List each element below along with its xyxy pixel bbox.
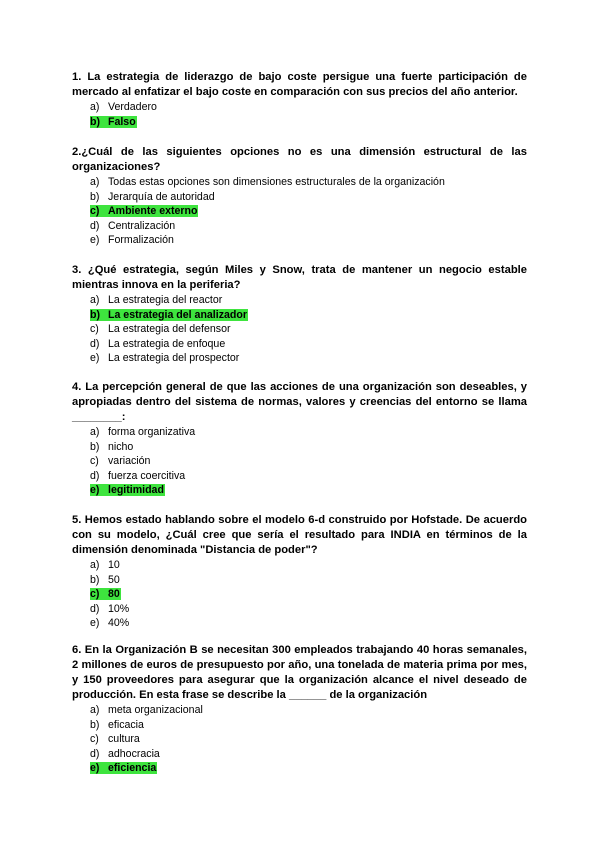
options-list	[72, 703, 527, 776]
correct-answer-highlight: b) Falso	[90, 115, 136, 128]
option-b: b) Jerarquía de autoridad	[90, 190, 215, 203]
option-a: a) La estrategia del reactor	[90, 294, 223, 306]
option-a: a) forma organizativa	[90, 426, 196, 438]
correct-answer-highlight: c) Ambiente externo	[90, 205, 198, 218]
options-list	[72, 293, 527, 366]
correct-answer-highlight: b) La estrategia del analizador	[90, 308, 247, 321]
option-c-correct	[90, 587, 527, 602]
options-list	[72, 100, 527, 129]
option-e: e) Formalización	[90, 234, 174, 247]
option-a: a) meta organizacional	[90, 704, 203, 716]
option-b: b) eficacia	[90, 718, 144, 731]
question-3	[72, 263, 527, 366]
option-e-correct	[90, 761, 527, 776]
options-list	[72, 558, 527, 631]
question-text: 4. La percepción general de que las acciones de una organización son deseables, y apropiadas dentro del sistema de normas, valores y creencias del entorno se llama ________:	[72, 381, 527, 423]
question-4	[72, 380, 527, 498]
question-text: 3. ¿Qué estrategia, según Miles y Snow, trata de mantener un negocio estable mientras innova en la periferia?	[72, 264, 527, 291]
options-list	[72, 425, 527, 498]
option-d: d) La estrategia de enfoque	[90, 337, 226, 350]
option-e: e) 40%	[90, 617, 130, 630]
correct-answer-highlight: e) legitimidad	[90, 484, 164, 497]
option-b-correct	[90, 115, 527, 130]
option-d: d) adhocracia	[90, 747, 160, 760]
option-e-correct	[90, 483, 527, 498]
option-b: b) nicho	[90, 440, 134, 453]
options-list	[72, 175, 527, 248]
option-d: d) Centralización	[90, 219, 176, 232]
option-a: a) 10	[90, 559, 120, 571]
question-5	[72, 513, 527, 631]
question-2	[72, 145, 527, 248]
question-1	[72, 70, 527, 129]
option-c: c) La estrategia del defensor	[90, 323, 231, 336]
option-b: b) 50	[90, 573, 120, 586]
option-a: a) Verdadero	[90, 101, 157, 113]
option-e: e) La estrategia del prospector	[90, 352, 240, 365]
question-6	[72, 643, 527, 776]
correct-answer-highlight: c) 80	[90, 588, 120, 601]
correct-answer-highlight: e) eficiencia	[90, 762, 157, 775]
question-text: 6. En la Organización B se necesitan 300 empleados trabajando 40 horas semanales, 2 millones de euros de presupuesto por año, una tonelada de materia prima por mes, y 150 proveedores para asegurar que la organización alcance el nivel deseado de producción. En esta frase se describe la ______ de la organización	[72, 644, 527, 701]
option-d: d) fuerza coercitiva	[90, 469, 186, 482]
question-text: 5. Hemos estado hablando sobre el modelo 6-d construido por Hofstade. De acuerdo con su modelo, ¿Cuál cree que sería el resultado para INDIA en términos de la dimensión denominada "Distancia de poder"?	[72, 514, 527, 556]
question-text: 2.¿Cuál de las siguientes opciones no es una dimensión estructural de las organizaciones?	[72, 146, 527, 173]
option-b-correct	[90, 308, 527, 323]
option-c-correct	[90, 204, 527, 219]
option-c: c) variación	[90, 455, 151, 468]
option-c: c) cultura	[90, 733, 140, 746]
option-a: a) Todas estas opciones son dimensiones estructurales de la organización	[90, 176, 445, 188]
question-text: 1. La estrategia de liderazgo de bajo coste persigue una fuerte participación de mercado al enfatizar el bajo coste en comparación con sus precios del año anterior.	[72, 71, 527, 98]
option-d: d) 10%	[90, 602, 130, 615]
